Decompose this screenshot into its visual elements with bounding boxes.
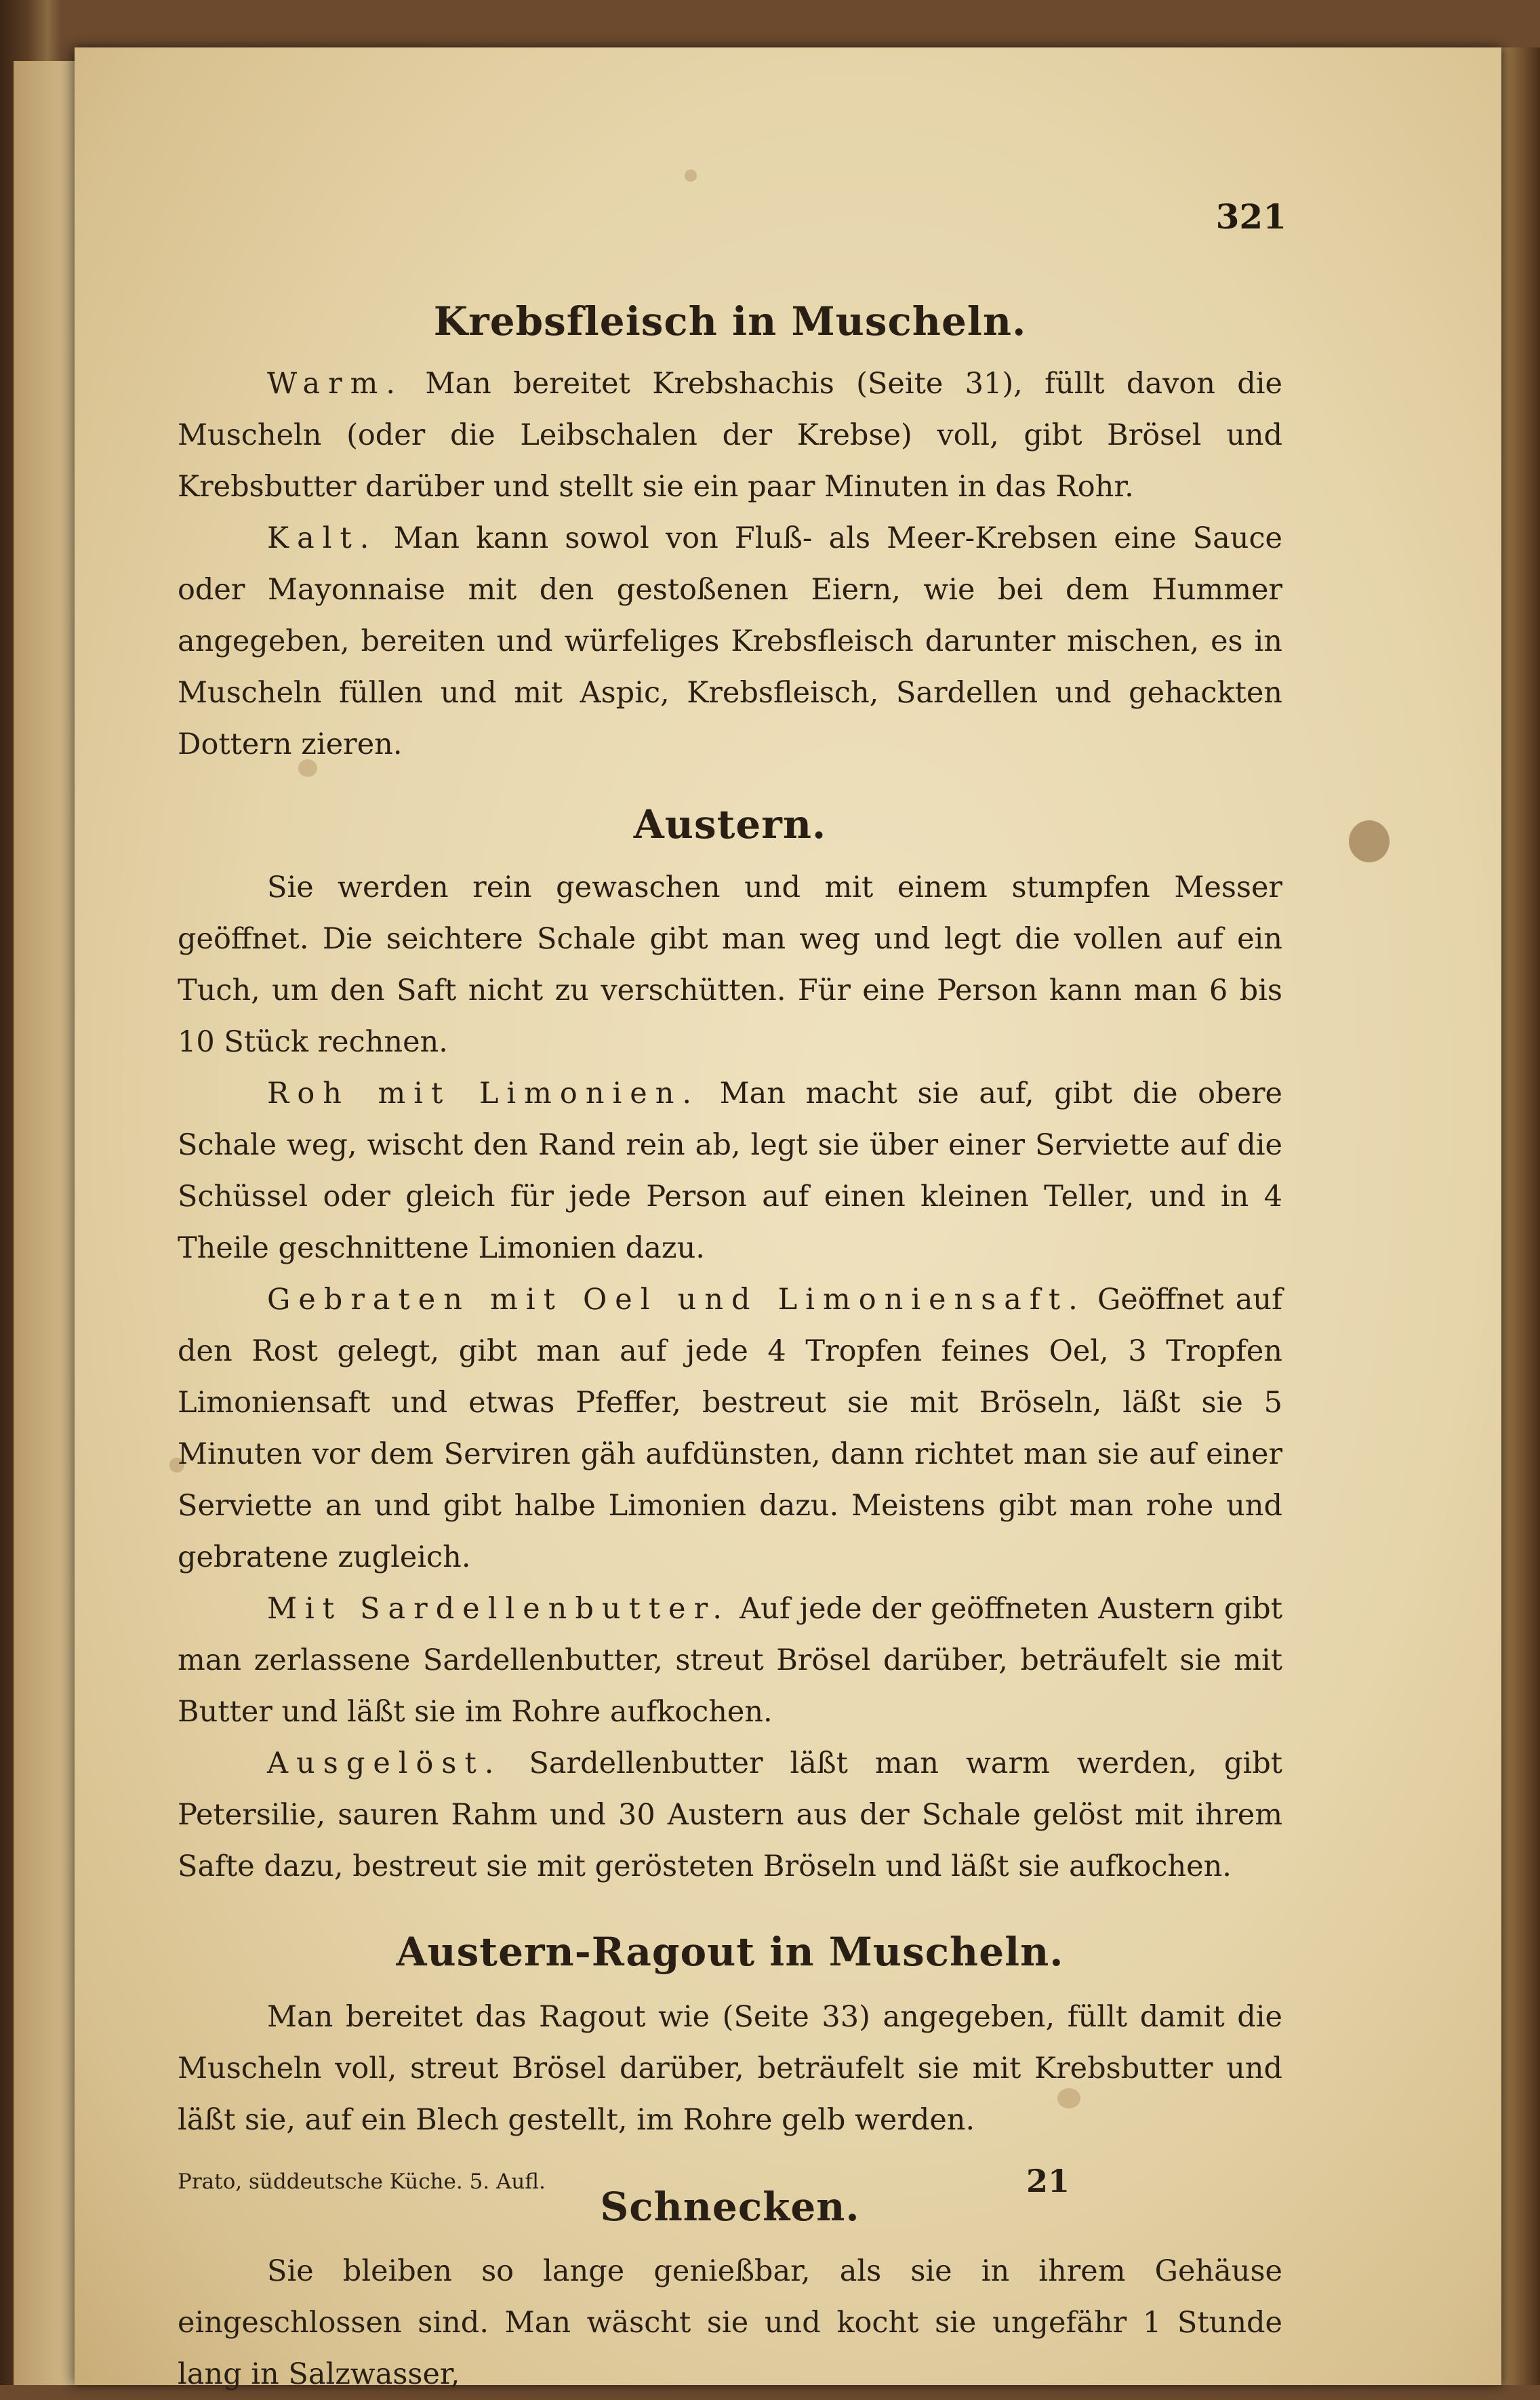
section-title: Krebsfleisch in Muscheln. <box>433 298 1027 344</box>
paragraph <box>178 862 1282 1068</box>
paragraph-lead: Roh mit Limonien. <box>267 1077 700 1111</box>
paragraph <box>178 1274 1282 1583</box>
paragraph-text: Man bereitet Krebshachis (Seite 31), füllt davon die Muscheln (oder die Leibschalen der Krebse) voll, gibt Brösel und Krebsbutter darüber und stellt sie ein paar Minuten in das Rohr. <box>178 366 1282 504</box>
paragraph <box>178 1583 1282 1738</box>
paragraph-text: Sardellenbutter läßt man warm werden, gibt Petersilie, sauren Rahm und 30 Austern aus der Schale gelöst mit ihrem Safte dazu, bestreut sie mit gerösteten Bröseln und läßt sie aufkochen. <box>178 1746 1282 1884</box>
page-text <box>178 298 1282 2400</box>
page-number: 321 <box>1215 197 1286 237</box>
paragraph-text: Sie werden rein gewaschen und mit einem stumpfen Messer geöffnet. Die seichtere Schale gibt man weg und legt die vollen auf ein Tuch, um den Saft nicht zu verschütten. Für eine Person kann man 6 bis 10 Stück rechnen. <box>178 871 1282 1060</box>
paragraph <box>178 358 1282 513</box>
paragraph <box>178 1738 1282 1892</box>
paragraph-lead: Warm. <box>267 366 404 401</box>
paragraph-lead: Kalt. <box>267 521 378 555</box>
paragraph-text: Man kann sowol von Fluß- als Meer-Krebsen eine Sauce oder Mayonnaise mit den gestoßenen Eiern, wie bei dem Hummer angegeben, bereiten und würfeliges Krebsfleisch darunter mischen, es in Muscheln füllen und mit Aspic, Krebsfleisch, Sardellen und gehackten Dottern zieren. <box>178 521 1282 761</box>
footer-signature: 21 <box>1026 2163 1070 2199</box>
paragraph-text: Man macht sie auf, gibt die obere Schale weg, wischt den Rand rein ab, legt sie über einer Serviette auf die Schüssel oder gleich für jede Person auf einen kleinen Teller, und in 4 Theile geschnittene Limonien dazu. <box>178 1077 1283 1266</box>
paragraph-lead: Ausgelöst. <box>267 1746 502 1781</box>
section-title: Schnecken. <box>600 2183 860 2230</box>
paragraph-lead: Gebraten mit Oel und Limoniensaft. <box>267 1283 1086 1317</box>
page-footer <box>178 2163 1282 2203</box>
paragraph <box>178 1068 1282 1274</box>
section-title: Austern-Ragout in Muscheln. <box>396 1929 1064 1976</box>
stain-spot <box>1349 820 1390 862</box>
footer-imprint: Prato, süddeutsche Küche. 5. Aufl. <box>178 2169 546 2194</box>
section-title: Austern. <box>633 801 827 847</box>
paragraph <box>178 1991 1282 2146</box>
paragraph-lead: Mit Sardellenbutter. <box>267 1592 731 1626</box>
paragraph-text: Auf jede der geöffneten Austern gibt man zerlassene Sardellenbutter, streut Brösel darüber, beträufelt sie mit Butter und läßt sie im Rohre aufkochen. <box>178 1592 1282 1729</box>
stain-spot <box>685 169 697 182</box>
paragraph-text: Geöffnet auf den Rost gelegt, gibt man auf jede 4 Tropfen feines Oel, 3 Tropfen Limoniensaft und etwas Pfeffer, bestreut sie mit Bröseln, läßt sie 5 Minuten vor dem Serviren gäh aufdünsten, dann richtet man sie auf einer Serviette an und gibt halbe Limonien dazu. Meistens gibt man rohe und gebratene zugleich. <box>178 1283 1282 1575</box>
paragraph <box>178 2245 1282 2400</box>
paragraph-text: Man bereitet das Ragout wie (Seite 33) angegeben, füllt damit die Muscheln voll, streut Brösel darüber, beträufelt sie mit Krebsbutter und läßt sie, auf ein Blech gestellt, im Rohre gelb werden. <box>178 1999 1282 2137</box>
paragraph <box>178 513 1282 770</box>
paragraph-text: Sie bleiben so lange genießbar, als sie in ihrem Gehäuse eingeschlossen sind. Man wäscht sie und kocht sie ungefähr 1 Stunde lang in Salzwasser, <box>178 2254 1282 2392</box>
